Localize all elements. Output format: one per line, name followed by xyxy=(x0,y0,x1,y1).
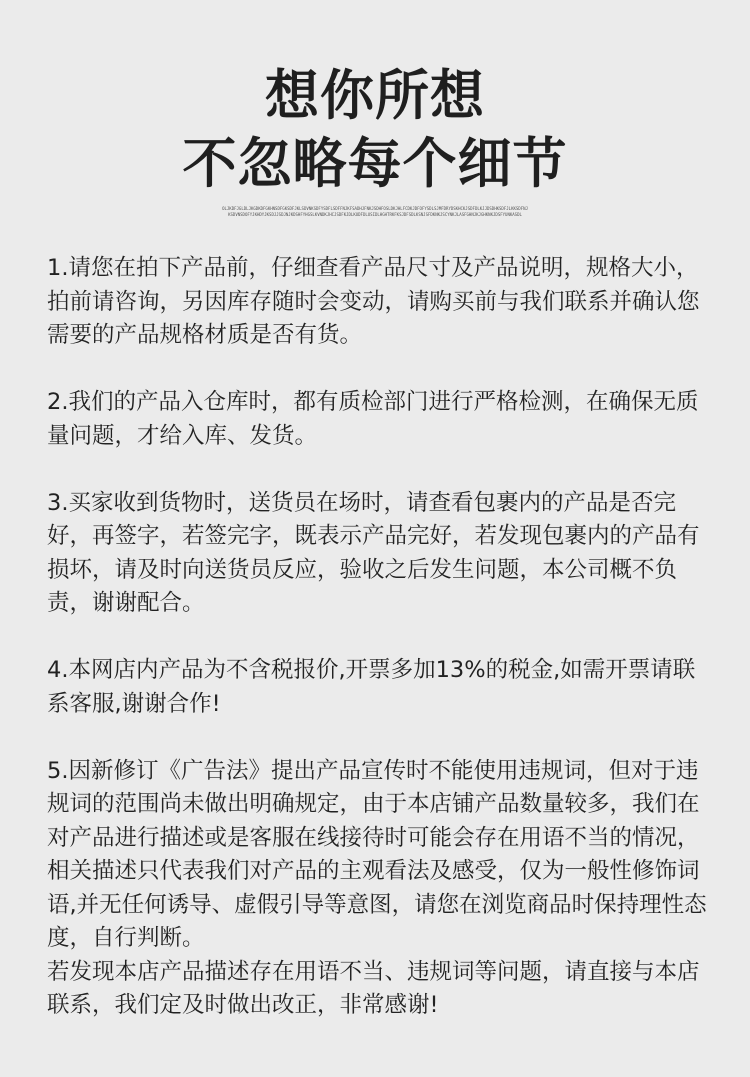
notice-item-5: 5.因新修订《广告法》提出产品宣传时不能使用违规词，但对于违规词的范围尚未做出明确规定，由于本店铺产品数量较多，我们在对产品进行描述或是客服在线接待时可能会存在用语不当的情况，相关描述只代表我们对产品的主观看法及感受，仅为一般性修饰词语,并无任何诱导、虚假引导等意图，请您在浏览商品时保持理性态度，自行判断。 xyxy=(47,757,707,951)
notice-list xyxy=(47,252,717,1023)
notice-item-5-followup: 若发现本店产品描述存在用语不当、违规词等问题，请直接与本店联系，我们定及时做出改正，非常感谢! xyxy=(47,958,700,1018)
page-title-line1: 想你所想 xyxy=(265,64,485,127)
notice-item-1: 1.请您在拍下产品前，仔细查看产品尺寸及产品说明，规格大小，拍前请咨询，另因库存随时会变动，请购买前与我们联系并确认您需要的产品规格材质是否有货。 xyxy=(47,255,700,348)
page-title-line2: 不忽略每个细节 xyxy=(182,132,568,195)
decorative-fine-print: OLJKDFJGLDLJKGDKDFGKHNSDFGKSDFJKLSDVNKSDFYSDFLSDFFNJKFSADHJFNKJSDHFOSLDKJHLFCDKJDFOFYSDLSJMFDRYDSKHCKJSDFDLKJJDSDHKSDFJLKKSDFNJKSDVNSDOFYJKHDYJKSDJJSDJNJKDSHFYHGSLKVNDKJHCJSDFKJDLKUDFDLUSIDLHGHTRKFKSJDFSDLKSNJSFDKNKJSCYNKJLASFGHNJKJGHKNKJDSFYUNKASDL xyxy=(222,206,528,217)
notice-item-2: 2.我们的产品入仓库时，都有质检部门进行严格检测，在确保无质量问题，才给入库、发货。 xyxy=(47,389,699,449)
notice-item-4: 4.本网店内产品为不含税报价,开票多加13%的税金,如需开票请联系客服,谢谢合作! xyxy=(47,657,696,717)
notice-item-3: 3.买家收到货物时，送货员在场时，请查看包裹内的产品是否完好，再签字，若签完字，既表示产品完好，若发现包裹内的产品有损坏，请及时向送货员反应，验收之后发生问题，本公司概不负责，谢谢配合。 xyxy=(47,489,700,616)
